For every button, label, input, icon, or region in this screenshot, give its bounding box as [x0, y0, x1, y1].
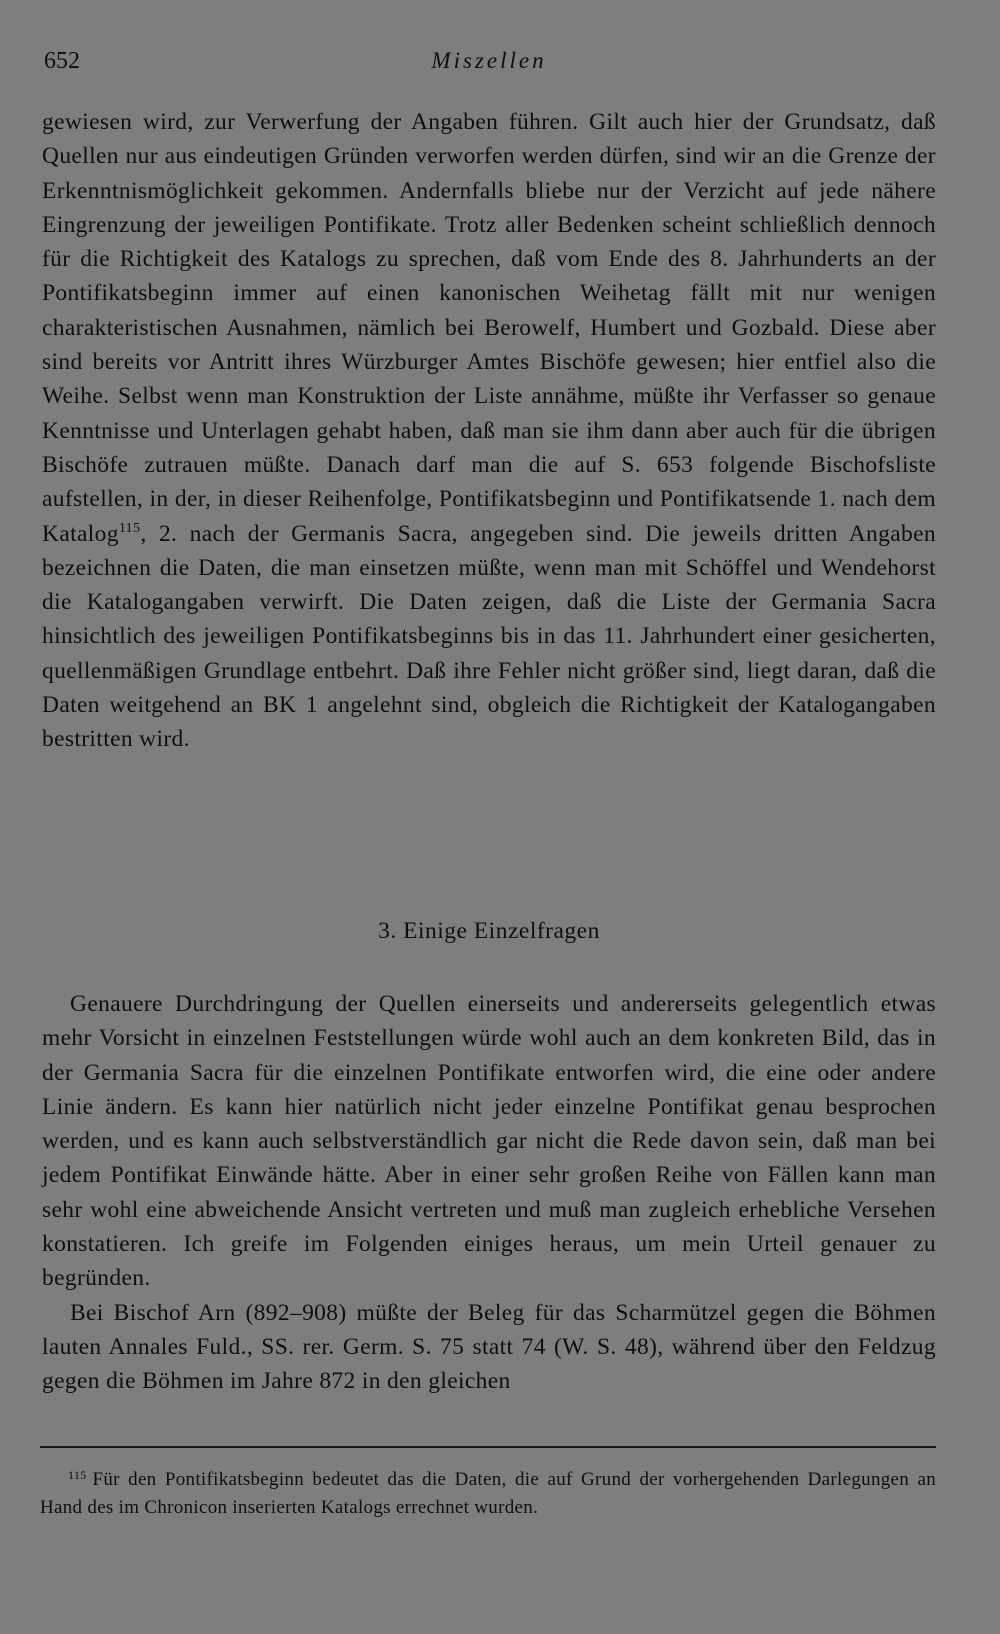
page-number: 652 [44, 48, 80, 74]
section-heading: 3. Einige Einzelfragen [378, 918, 600, 944]
paragraph: Genauere Durchdringung der Quellen einerseits und andererseits gelegentlich etwas mehr Vorsicht in einzelnen Feststellungen würde wohl auch an dem konkreten Bild, das in der Germania Sacra für die einzelnen Pontifikate entworfen wird, die eine oder andere Linie ändern. Es kann hier natürlich nicht jeder einzelne Pontifikat genau besprochen werden, und es kann auch selbstverständlich gar nicht die Rede davon sein, daß man bei jedem Pontifikat Einwände hätte. Aber in einer sehr großen Reihe von Fällen kann man sehr wohl eine abweichende Ansicht vertreten und muß man zugleich erhebliche Versehen konstatieren. Ich greife im Folgenden einiges heraus, um mein Urteil genauer zu begründen. [42, 991, 936, 1292]
footnote-reference: 115 [118, 520, 141, 536]
paragraph: Bei Bischof Arn (892–908) müßte der Beleg für das Scharmützel gegen die Böhmen lauten Annales Fuld., SS. rer. Germ. S. 75 statt 74 (W. S. 48), während über den Feldzug gegen die Böhmen im Jahre 872 in den gleichen [42, 1299, 936, 1395]
footnote-text: Für den Pontifikatsbeginn bedeutet das die Daten, die auf Grund der vorhergehenden Darlegungen an Hand des im Chronicon inserierten Katalogs errechnet wurden. [40, 1469, 936, 1518]
footnote-separator [40, 1446, 936, 1448]
paragraph-text [42, 105, 936, 757]
footnote [40, 1461, 936, 1522]
section-body [42, 987, 936, 1399]
running-head: Miszellen [431, 48, 547, 73]
footnote-mark: 115 [68, 1468, 87, 1482]
paragraph-text-part2: , 2. nach der Germanis Sacra, angegeben sind. Die jeweils dritten Angaben bezeichnen die Daten, die man einsetzen müßte, wenn man mit Schöffel und Wendehorst die Katalogangaben verwirft. Die Daten zeigen, daß die Liste der Germania Sacra hinsichtlich des jeweiligen Pontifikatsbeginns bis in das 11. Jahrhundert einer gesicherten, quellenmäßigen Grundlage entbehrt. Daß ihre Fehler nicht größer sind, liegt daran, daß die Daten weitgehend an BK 1 angelehnt sind, obgleich die Richtigkeit der Katalogangaben bestritten wird. [42, 520, 936, 753]
paragraph-continued [42, 105, 936, 757]
paragraph-text-part1: gewiesen wird, zur Verwerfung der Angaben führen. Gilt auch hier der Grundsatz, daß Quellen nur aus eindeutigen Gründen verworfen werden dürfen, sind wir an die Grenze der Erkenntnismöglichkeit gekommen. Andernfalls bliebe nur der Verzicht auf jede nähere Eingrenzung der jeweiligen Pontifikate. Trotz aller Bedenken scheint schließlich dennoch für die Richtigkeit des Katalogs zu sprechen, daß vom Ende des 8. Jahrhunderts an der Pontifikatsbeginn immer auf einen kanonischen Weihetag fällt mit nur wenigen charakteristischen Ausnahmen, nämlich bei Berowelf, Humbert und Gozbald. Diese aber sind bereits vor Antritt ihres Würzburger Amtes Bischöfe gewesen; hier entfiel also die Weihe. Selbst wenn man Konstruktion der Liste annähme, müßte ihr Verfasser so genaue Kenntnisse und Unterlagen gehabt haben, daß man sie ihm dann aber auch für die übrigen Bischöfe zutrauen müßte. Danach darf man die auf S. 653 folgende Bischofsliste aufstellen, in der, in dieser Reihenfolge, Pontifikatsbeginn und Pontifikatsende 1. nach dem Katalog [42, 109, 936, 547]
page-header [44, 48, 934, 82]
